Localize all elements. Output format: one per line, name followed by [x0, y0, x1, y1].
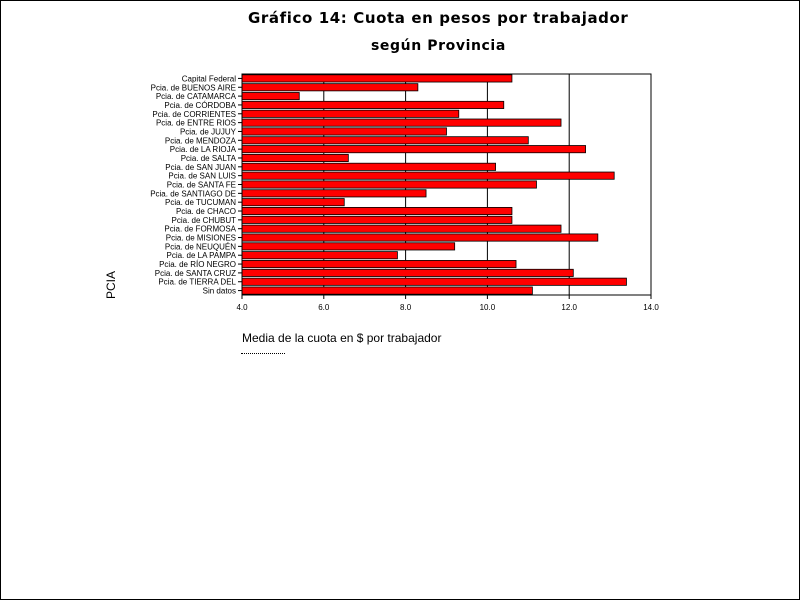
bar [242, 137, 528, 144]
category-label: Capital Federal [181, 74, 236, 84]
bar [242, 84, 418, 91]
bar [242, 181, 536, 188]
category-label: Pcia. de SALTA [180, 153, 236, 163]
bar [242, 278, 626, 285]
category-label: Pcia. de SAN LUIS [168, 171, 236, 181]
x-axis [236, 295, 659, 312]
category-label: Pcia. de CHUBUT [171, 215, 236, 225]
x-axis-label: Media de la cuota en $ por trabajador [242, 331, 442, 345]
x-tick-label: 12.0 [561, 303, 577, 312]
bar [242, 207, 512, 214]
x-tick-label: 6.0 [318, 303, 330, 312]
bar [242, 252, 397, 259]
bar [242, 287, 532, 294]
category-label: Pcia. de TIERRA DEL [158, 277, 236, 287]
category-label: Pcia. de LA PAMPA [166, 251, 236, 261]
bar [242, 163, 496, 170]
bar [242, 243, 455, 250]
category-label: Pcia. de BUENOS AIRE [150, 83, 236, 93]
bar [242, 154, 348, 161]
x-tick-label: 10.0 [479, 303, 496, 312]
x-tick-label: 14.0 [643, 303, 659, 312]
bar [242, 110, 459, 117]
category-label: Pcia. de FORMOSA [164, 224, 236, 234]
category-label: Pcia. de MENDOZA [164, 136, 236, 146]
category-label: Pcia. de CHACO [175, 207, 236, 217]
bar [242, 269, 573, 276]
bar [242, 172, 614, 179]
x-tick-label: 8.0 [400, 303, 412, 312]
category-label: Pcia. de RÍO NEGRO [159, 260, 236, 270]
bar [242, 119, 561, 126]
category-label: Pcia. de CORRIENTES [152, 109, 236, 119]
bar [242, 216, 512, 223]
chart-title: Gráfico 14: Cuota en pesos por trabajador [248, 9, 629, 27]
category-label: Pcia. de CATAMARCA [155, 92, 236, 102]
bar [242, 190, 426, 197]
category-label: Sin datos [202, 286, 236, 296]
category-label: Pcia. de SANTIAGO DE [150, 189, 236, 199]
category-label: Pcia. de SANTA CRUZ [154, 268, 236, 278]
category-label: Pcia. de NEUQUÉN [164, 242, 236, 252]
x-tick-label: 4.0 [236, 303, 248, 312]
bar [242, 128, 447, 135]
bar [242, 92, 299, 99]
category-label: Pcia. de SANTA FE [166, 180, 236, 190]
footnote-line [241, 353, 285, 355]
category-label: Pcia. de CÓRDOBA [164, 100, 236, 110]
bar [242, 234, 598, 241]
category-label: Pcia. de MISIONES [165, 233, 236, 243]
category-label: Pcia. de LA RIOJA [169, 145, 236, 155]
chart-subtitle: según Provincia [371, 38, 506, 54]
category-label: Pcia. de SAN JUAN [165, 162, 236, 172]
bar [242, 75, 512, 82]
bar [242, 101, 504, 108]
bar [242, 260, 516, 267]
bar [242, 225, 561, 232]
category-label: Pcia. de JUJUY [179, 127, 236, 137]
bar [242, 199, 344, 206]
category-labels [150, 74, 242, 295]
y-axis-label: PCIA [104, 270, 118, 300]
category-label: Pcia. de TUCUMAN [165, 198, 236, 208]
category-label: Pcia. de ENTRE RIOS [155, 118, 236, 128]
bar [242, 146, 586, 153]
